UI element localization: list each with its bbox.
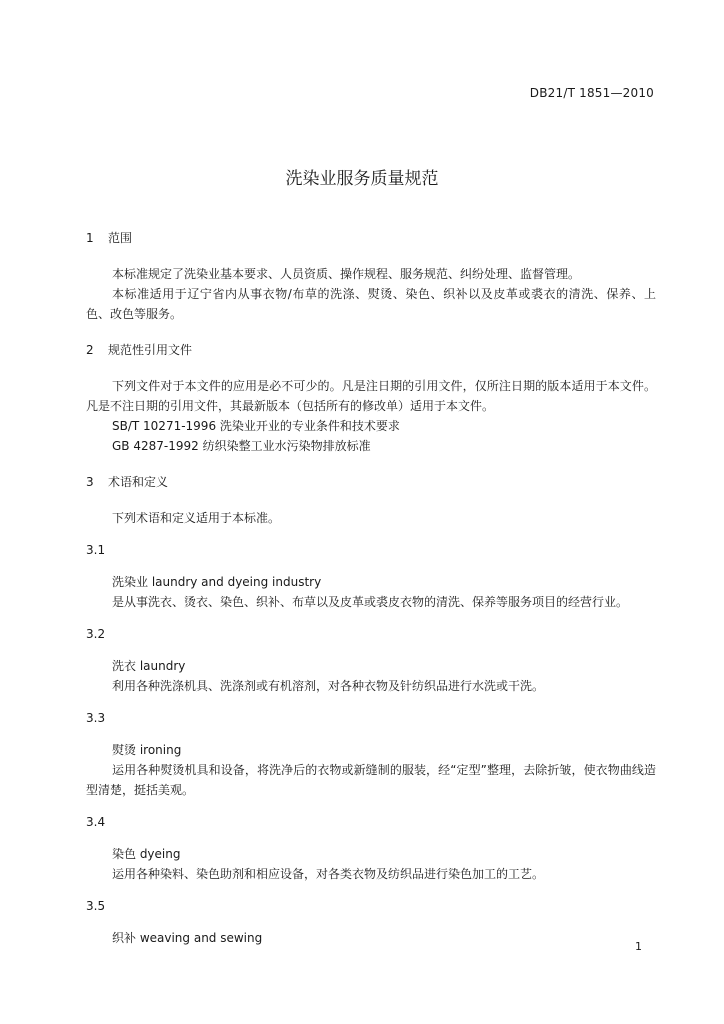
- term-definition: 利用各种洗涤机具、洗涤剂或有机溶剂，对各种衣物及针纺织品进行水洗或干洗。: [112, 679, 545, 693]
- term-name: 染色 dyeing: [112, 847, 181, 861]
- term-name: 洗染业 laundry and dyeing industry: [112, 575, 322, 589]
- term-number: 3.2: [86, 627, 106, 641]
- standard-code: DB21/T 1851—2010: [529, 86, 654, 100]
- section-title: 术语和定义: [108, 475, 169, 489]
- reference-item: GB 4287-1992 纺织染整工业水污染物排放标准: [112, 439, 371, 453]
- reference-item: SB/T 10271-1996 洗染业开业的专业条件和技术要求: [112, 419, 400, 433]
- section-title: 范围: [108, 231, 133, 245]
- term-number: 3.1: [86, 543, 106, 557]
- page-number: 1: [635, 940, 642, 953]
- page-title: 洗染业服务质量规范: [285, 169, 439, 189]
- scope-paragraph-2: 本标准适用于辽宁省内从事衣物/布草的洗涤、熨烫、染色、织补以及皮革或裘衣的清洗、保养、上色、改色等服务。: [86, 287, 656, 321]
- term-definition: 是从事洗衣、烫衣、染色、织补、布草以及皮革或裘皮衣物的清洗、保养等服务项目的经营行业。: [112, 595, 629, 609]
- term-name: 熨烫 ironing: [112, 743, 182, 757]
- term-definition: 运用各种染料、染色助剂和相应设备，对各类衣物及纺织品进行染色加工的工艺。: [112, 867, 545, 881]
- section-title: 规范性引用文件: [108, 343, 193, 357]
- section-number: 1: [86, 231, 94, 245]
- references-paragraph: 下列文件对于本文件的应用是必不可少的。凡是注日期的引用文件，仅所注日期的版本适用于本文件。凡是不注日期的引用文件，其最新版本（包括所有的修改单）适用于本文件。: [86, 379, 656, 413]
- section-number: 3: [86, 475, 94, 489]
- terms-intro-paragraph: 下列术语和定义适用于本标准。: [112, 511, 281, 525]
- term-number: 3.4: [86, 815, 106, 829]
- term-number: 3.3: [86, 711, 106, 725]
- term-definition: 运用各种熨烫机具和设备，将洗净后的衣物或新缝制的服装，经“定型”整理，去除折皱，使衣物曲线造型清楚，挺括美观。: [86, 763, 656, 797]
- section-heading-normative-references: [86, 340, 656, 360]
- scope-paragraph-1: 本标准规定了洗染业基本要求、人员资质、操作规程、服务规范、纠纷处理、监督管理。: [112, 267, 581, 281]
- term-name: 洗衣 laundry: [112, 659, 186, 673]
- term-number: 3.5: [86, 899, 106, 913]
- term-name: 织补 weaving and sewing: [112, 931, 263, 945]
- section-number: 2: [86, 343, 94, 357]
- section-heading-scope: [86, 228, 656, 248]
- section-heading-terms: [86, 472, 656, 492]
- document-body: [86, 228, 656, 948]
